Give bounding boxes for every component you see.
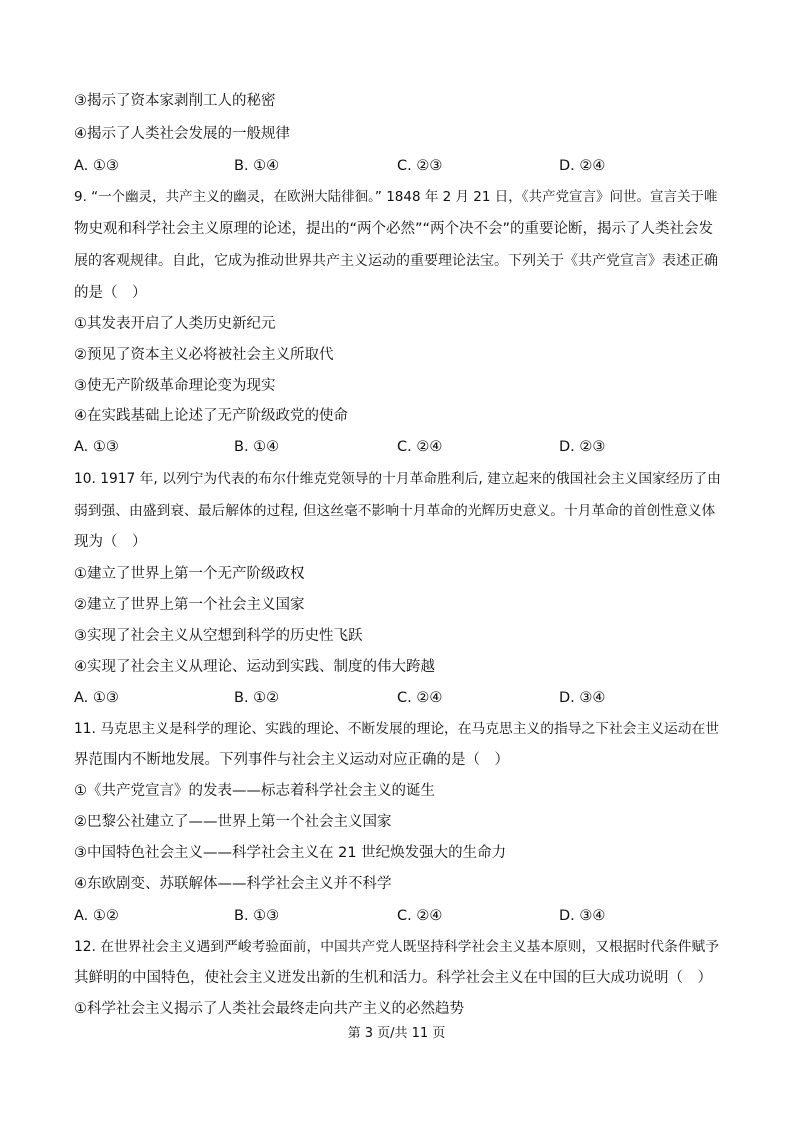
q10-statement-4: ④实现了社会主义从理论、运动到实践、制度的伟大跨越 (74, 659, 435, 675)
q10-statement-2: ②建立了世界上第一个社会主义国家 (74, 597, 305, 613)
q8-options (74, 157, 734, 175)
q11-option-b[interactable]: B. ①③ (234, 908, 280, 924)
q8-option-b[interactable]: B. ①④ (234, 158, 280, 174)
q9-options (74, 438, 734, 456)
q11-options (74, 907, 734, 925)
q11-statement-1: ①《共产党宣言》的发表——标志着科学社会主义的诞生 (74, 783, 435, 799)
q9-option-c[interactable]: C. ②④ (397, 439, 443, 455)
page-number-footer: 第 3 页/共 11 页 (347, 1026, 446, 1041)
q10-option-d[interactable]: D. ③④ (559, 690, 606, 706)
q12-stem-line-2: 其鲜明的中国特色，使社会主义迸发出新的生机和活力。科学社会主义在中国的巨大成功说明（ ） (74, 970, 712, 986)
q11-option-d[interactable]: D. ③④ (559, 908, 606, 924)
q11-statement-3: ③中国特色社会主义——科学社会主义在 21 世纪焕发强大的生命力 (74, 845, 507, 861)
q11-stem-line-1: 11. 马克思主义是科学的理论、实践的理论、不断发展的理论，在马克思主义的指导之下社会主义运动在世 (74, 721, 719, 737)
q9-stem-line-1: 9. “一个幽灵，共产主义的幽灵，在欧洲大陆徘徊。” 1848 年 2 月 21 日，《共产党宣言》问世。宣言关于唯 (74, 189, 718, 205)
q10-option-b[interactable]: B. ①② (234, 690, 280, 706)
q11-option-c[interactable]: C. ②④ (397, 908, 443, 924)
q8-option-c[interactable]: C. ②③ (397, 158, 443, 174)
q10-statement-3: ③实现了社会主义从空想到科学的历史性飞跃 (74, 628, 363, 644)
q10-option-c[interactable]: C. ②④ (397, 690, 443, 706)
q10-stem-line-3: 现为（ ） (74, 534, 147, 550)
q8-statement-3: ③揭示了资本家剥削工人的秘密 (74, 93, 276, 109)
q10-stem-line-2: 弱到强、由盛到衰、最后解体的过程, 但这丝毫不影响十月革命的光辉历史意义。十月革命的首创性意义体 (74, 503, 716, 519)
q9-option-a[interactable]: A. ①③ (74, 439, 119, 455)
q10-options (74, 689, 734, 707)
q11-statement-4: ④东欧剧变、苏联解体——科学社会主义并不科学 (74, 876, 392, 892)
q8-option-d[interactable]: D. ②④ (559, 158, 606, 174)
q8-option-a[interactable]: A. ①③ (74, 158, 119, 174)
q12-statement-1: ①科学社会主义揭示了人类社会最终走向共产主义的必然趋势 (74, 1001, 464, 1017)
q9-option-b[interactable]: B. ①④ (234, 439, 280, 455)
q10-option-a[interactable]: A. ①③ (74, 690, 119, 706)
q9-stem-line-2: 物史观和科学社会主义原理的论述，提出的“两个必然”“两个决不会”的重要论断，揭示了人类社会发 (74, 221, 714, 237)
q8-statement-4: ④揭示了人类社会发展的一般规律 (74, 126, 290, 142)
q11-option-a[interactable]: A. ①② (74, 908, 119, 924)
q10-stem-line-1: 10. 1917 年, 以列宁为代表的布尔什维克党领导的十月革命胜利后, 建立起来的俄国社会主义国家经历了由 (74, 471, 721, 487)
q9-statement-3: ③使无产阶级革命理论变为现实 (74, 378, 276, 394)
q11-stem-line-2: 界范围内不断地发展。下列事件与社会主义运动对应正确的是（ ） (74, 752, 509, 768)
q11-statement-2: ②巴黎公社建立了——世界上第一个社会主义国家 (74, 814, 392, 830)
q9-option-d[interactable]: D. ②③ (559, 439, 606, 455)
q12-stem-line-1: 12. 在世界社会主义遇到严峻考验面前，中国共产党人既坚持科学社会主义基本原则，又根据时代条件赋予 (74, 939, 719, 955)
q10-statement-1: ①建立了世界上第一个无产阶级政权 (74, 566, 305, 582)
q9-statement-2: ②预见了资本主义必将被社会主义所取代 (74, 347, 334, 363)
q9-statement-4: ④在实践基础上论述了无产阶级政党的使命 (74, 408, 348, 424)
q9-stem-line-4: 的是（ ） (74, 285, 147, 301)
q9-statement-1: ①其发表开启了人类历史新纪元 (74, 316, 276, 332)
q9-stem-line-3: 展的客观规律。自此，它成为推动世界共产主义运动的重要理论法宝。下列关于《共产党宣言》表述正确 (74, 253, 718, 269)
